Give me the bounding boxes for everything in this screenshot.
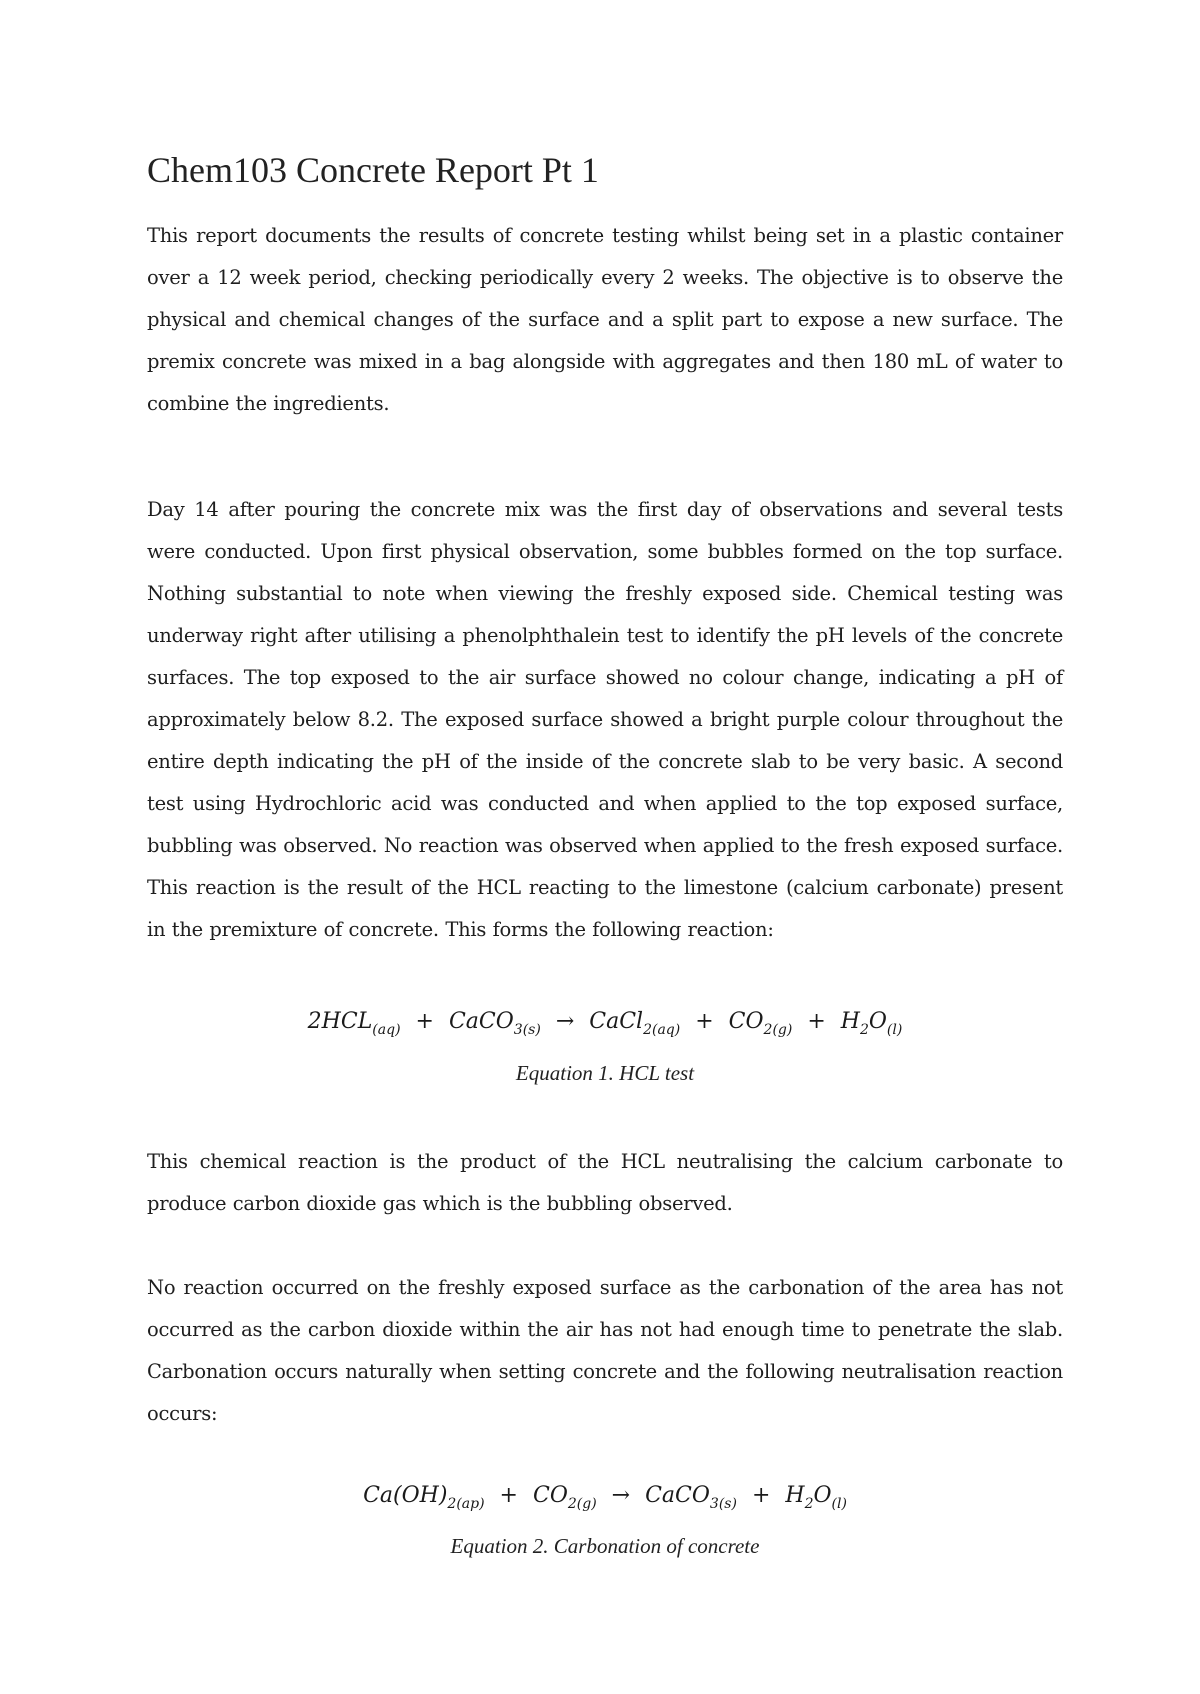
eq1-sub: (l) (886, 1022, 903, 1038)
eq1-term: 2HCL (307, 1009, 373, 1034)
eq2-term: Ca(OH) (363, 1483, 448, 1508)
eq2-plus: + (751, 1483, 771, 1508)
paragraph-day14-observations: Day 14 after pouring the concrete mix was the first day of observations and several tests were conducted. Upon first physical observation, some bubbles formed on the top surface. Nothing substantial to note when viewing the freshly exposed side. Chemical testing was underway right after utilising a phenolphthalein test to identify the pH levels of the concrete surfaces. The top exposed to the air surface showed no colour change, indicating a pH of approximately below 8.2. The exposed surface showed a bright purple colour throughout the entire depth indicating the pH of the inside of the concrete slab to be very basic. A second test using Hydrochloric acid was conducted and when applied to the top exposed surface, bubbling was observed. No reaction was observed when applied to the fresh exposed surface. This reaction is the result of the HCL reacting to the limestone (calcium carbonate) present in the premixture of concrete. This forms the following reaction: (147, 498, 1063, 941)
eq1-plus: + (415, 1009, 434, 1034)
paragraph-intro: This report documents the results of concrete testing whilst being set in a plastic container over a 12 week period, checking periodically every 2 weeks. The objective is to observe the physical and chemical changes of the surface and a split part to expose a new surface. The premix concrete was mixed in a bag alongside with aggregates and then 180 mL of water to combine the ingredients. (147, 224, 1063, 415)
eq1-plus: + (695, 1009, 714, 1034)
paragraph-carbonation: No reaction occurred on the freshly exposed surface as the carbonation of the area has not occurred as the carbon dioxide within the air has not had enough time to penetrate the slab. Carbonation occurs naturally when setting concrete and the following neutralisation reaction occurs: (147, 1276, 1063, 1425)
eq2-term: O (813, 1483, 832, 1508)
eq1-term: CO (728, 1009, 764, 1034)
eq1-arrow: → (555, 1009, 575, 1034)
eq2-arrow: → (611, 1483, 631, 1508)
equation-hcl-test (147, 1002, 1063, 1042)
eq1-term: CaCl (589, 1009, 644, 1034)
eq2-sub: 2(g) (567, 1496, 597, 1512)
eq1-sub: 2(g) (763, 1022, 793, 1038)
eq1-sub: 2(aq) (643, 1022, 681, 1038)
document-title: Chem103 Concrete Report Pt 1 (147, 150, 599, 190)
eq1-term: O (868, 1009, 887, 1034)
eq1-plus: + (807, 1009, 826, 1034)
eq1-sub: (aq) (372, 1022, 401, 1038)
eq2-term: H (785, 1483, 805, 1508)
equation-2-caption: Equation 2. Carbonation of concrete (450, 1534, 760, 1558)
eq1-term: CaCO (448, 1009, 514, 1034)
eq2-sub: 2(ap) (447, 1496, 485, 1512)
equation-carbonation (147, 1476, 1063, 1516)
eq1-term: H (840, 1009, 860, 1034)
eq2-sub: 2 (804, 1496, 814, 1512)
equation-1-caption: Equation 1. HCL test (515, 1061, 695, 1085)
paragraph-hcl-explanation: This chemical reaction is the product of the HCL neutralising the calcium carbonate to produce carbon dioxide gas which is the bubbling observed. (147, 1150, 1063, 1215)
eq2-sub: 3(s) (709, 1496, 737, 1512)
eq2-plus: + (499, 1483, 518, 1508)
eq2-sub: (l) (831, 1496, 847, 1512)
eq1-sub: 3(s) (513, 1022, 541, 1038)
eq2-term: CaCO (645, 1483, 710, 1508)
eq1-sub: 2 (859, 1022, 869, 1038)
eq2-term: CO (532, 1483, 568, 1508)
